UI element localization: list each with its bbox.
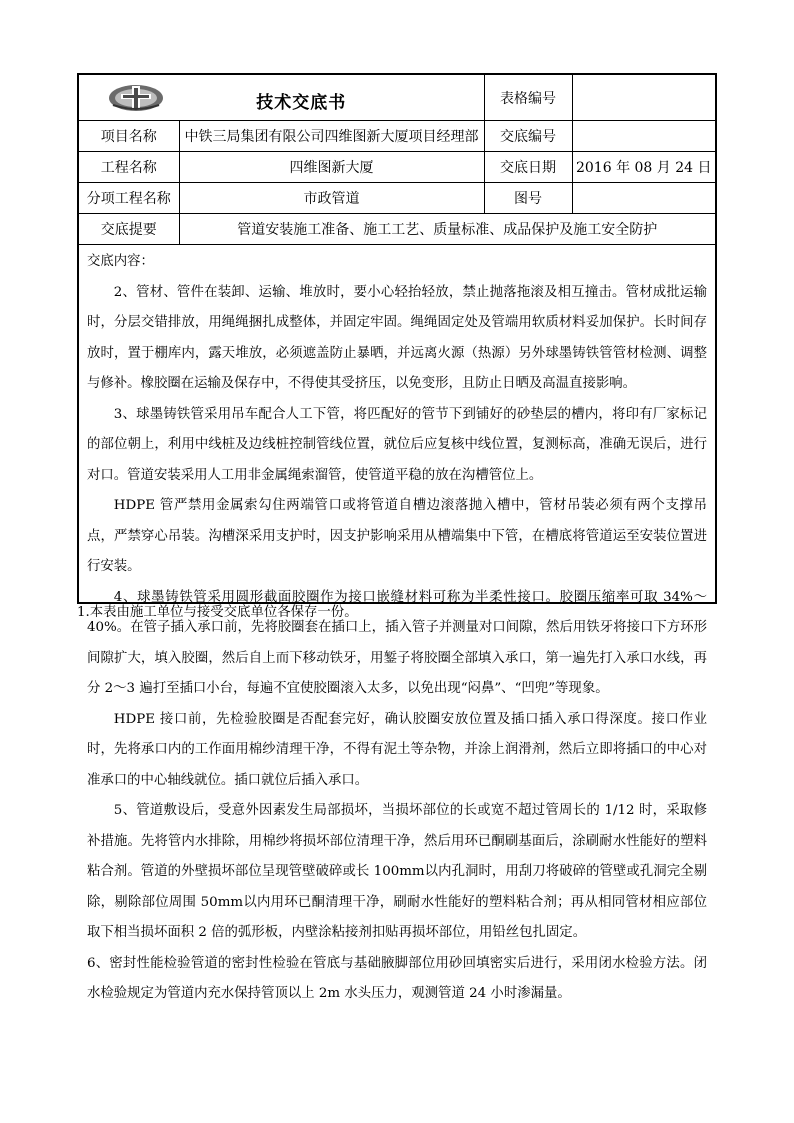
disclosure-no-label: 交底编号 xyxy=(484,121,572,152)
drawing-value xyxy=(572,183,715,214)
paragraph: HDPE 管严禁用金属索勾住两端管口或将管道自槽边滚落抛入槽中，管材吊装必须有两个支撑吊点，严禁穿心吊装。沟槽深采用支护时，因支护影响采用从槽端集中下管，在槽底将管道运至安装位置进行安装。 xyxy=(87,498,707,574)
disclosure-content xyxy=(79,245,715,1010)
page-title: 技术交底书 xyxy=(256,93,347,113)
paragraph: 3、球墨铸铁管采用吊车配合人工下管，将匹配好的管节下到铺好的砂垫层的槽内，将印有厂家标记的部位朝上，利用中线桩及边线桩控制管线位置，就位后应复核中线位置，复测标高，准确无误后，进行对口。管道安装采用人工用非金属绳索溜管，使管道平稳的放在沟槽管位上。 xyxy=(87,406,707,483)
form-no-value xyxy=(572,75,715,121)
summary-value: 管道安装施工准备、施工工艺、质量标准、成品保护及施工安全防护 xyxy=(179,214,715,245)
footnote: 1.本表由施工单位与接受交底单位各保存一份。 xyxy=(77,605,358,620)
paragraph: 4、球墨铸铁管采用圆形截面胶圈作为接口嵌缝材料可称为半柔性接口。胶圈压缩率可取 34%～40%。在管子插入承口前，先将胶圈套在插口上，插入管子并测量对口间隙，然后用铁牙将接口下方环形间隙扩大，填入胶圈，然后自上而下移动铁牙，用錾子将胶圈全部填入承口，第一遍先打入承口水线，再分 2～3 遍打至插口小台，每遍不宜使胶圈滚入太多，以免出现“闷鼻”、“凹兜”等现象。 xyxy=(87,589,707,696)
drawing-label: 图号 xyxy=(484,183,572,214)
paragraph: 6、密封性能检验管道的密封性检验在管底与基础腋脚部位用砂回填密实后进行，采用闭水检验方法。闭水检验规定为管道内充水保持管顶以上 2m 水头压力，观测管道 24 小时渗漏量。 xyxy=(87,955,707,1001)
paragraph: HDPE 接口前，先检验胶圈是否配套完好，确认胶圈安放位置及插口插入承口得深度。接口作业时，先将承口内的工作面用棉纱清理干净，不得有泥土等杂物，并涂上润滑剂，然后立即将插口的中心对准承口的中心轴线就位。插口就位后插入承口。 xyxy=(87,711,707,788)
paragraph: 5、管道敷设后，受意外因素发生局部损坏，当损坏部位的长或宽不超过管周长的 1/12 时，采取修补措施。先将管内水排除，用棉纱将损坏部位清理干净，然后用环已酮刷基面后，涂刷耐水性能好的塑料粘合剂。管道的外壁损坏部位呈现管壁破碎或长 100mm以内孔洞时，用刮刀将破碎的管壁或孔洞完全剔除，剔除部位周围 50mm以内用环已酮清理干净，刷耐水性能好的塑料粘合剂；再从相同管材相应部位取下相当损坏面积 2 倍的弧形板，内壁涂粘接剂扣贴再损坏部位，用铅丝包扎固定。 xyxy=(87,803,707,940)
summary-label: 交底提要 xyxy=(79,214,179,245)
header-table xyxy=(79,75,715,245)
paragraph: 2、管材、管件在装卸、运输、堆放时，要小心轻抬轻放，禁止抛落拖滚及相互撞击。管材成批运输时，分层交错排放，用绳绳捆扎成整体，并固定牢固。绳绳固定处及管端用软质材料妥加保护。长时间存放时，置于棚库内，露天堆放，必须遮盖防止暴晒，并远离火源（热源）另外球墨铸铁管管材检测、调整与修补。橡胶圈在运输及保存中，不得使其受挤压，以免变形，且防止日晒及高温直接影响。 xyxy=(87,284,707,391)
form-no-label: 表格编号 xyxy=(484,75,572,121)
project-value: 中铁三局集团有限公司四维图新大厦项目经理部 xyxy=(179,121,484,152)
date-value: 2016 年 08 月 24 日 xyxy=(572,152,715,183)
date-label: 交底日期 xyxy=(484,152,572,183)
subproject-value: 市政管道 xyxy=(179,183,484,214)
engineering-value: 四维图新大厦 xyxy=(179,152,484,183)
disclosure-no-value xyxy=(572,121,715,152)
project-label: 项目名称 xyxy=(79,121,179,152)
content-heading: 交底内容： xyxy=(87,254,154,269)
engineering-label: 工程名称 xyxy=(79,152,179,183)
title-cell xyxy=(79,75,484,121)
subproject-label: 分项工程名称 xyxy=(79,183,179,214)
